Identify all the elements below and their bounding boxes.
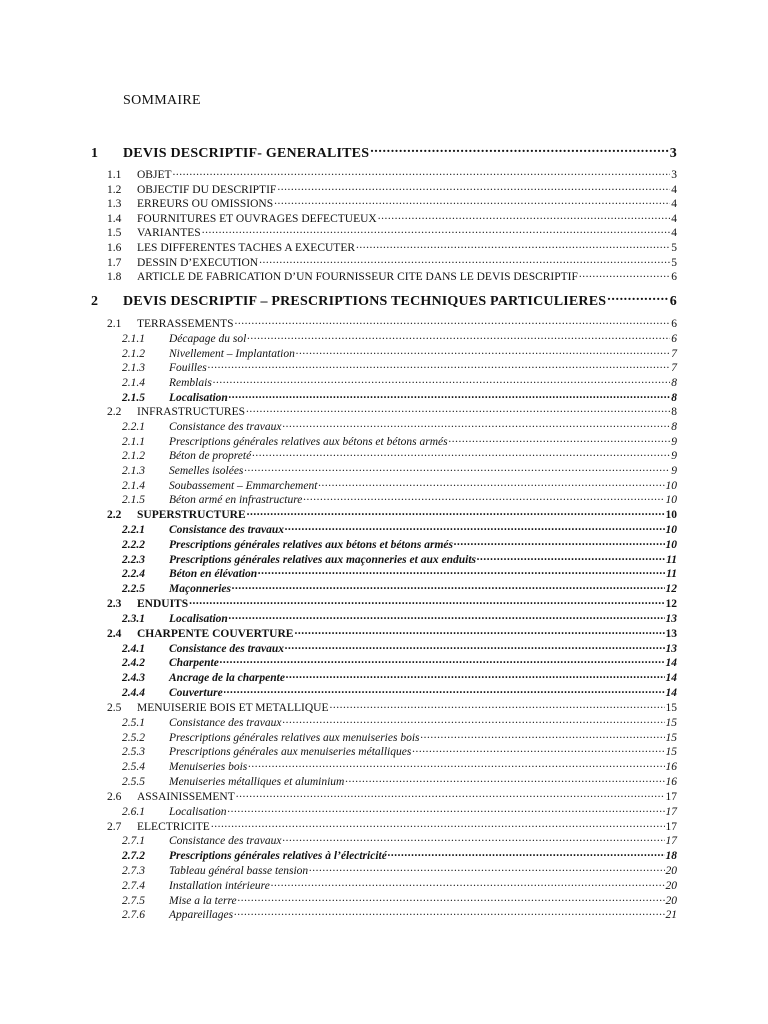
toc-entry-number: 2.5.4 xyxy=(122,760,145,773)
toc-entry[interactable] xyxy=(122,462,677,477)
toc-entry-label: Prescriptions générales aux menuiseries métalliques xyxy=(169,745,412,758)
toc-entry[interactable] xyxy=(122,684,677,699)
toc-entry[interactable] xyxy=(122,654,677,669)
toc-entry[interactable] xyxy=(122,580,677,595)
toc-entry-number: 2.1.4 xyxy=(122,376,145,389)
toc-entry-number: 2.2.3 xyxy=(122,553,145,566)
toc-entry-page: 3 xyxy=(671,168,677,181)
toc-entry-number: 2.2.4 xyxy=(122,567,145,580)
toc-entry[interactable] xyxy=(122,345,677,360)
toc-entry-page: 14 xyxy=(665,656,677,669)
toc-entry-label: Appareillages xyxy=(169,908,234,921)
toc-entry-page: 4 xyxy=(671,226,677,239)
dot-leader xyxy=(454,536,665,548)
dot-leader xyxy=(244,462,670,474)
dot-leader xyxy=(173,166,671,178)
dot-leader xyxy=(309,862,664,874)
toc-entry-label: Consistance des travaux xyxy=(169,716,282,729)
toc-entry-number: 2.4 xyxy=(107,627,122,640)
toc-entry-label: TERRASSEMENTS xyxy=(137,317,234,330)
dot-leader xyxy=(303,491,664,503)
toc-entry[interactable] xyxy=(107,166,677,181)
toc-entry-number: 2.7.4 xyxy=(122,879,145,892)
dot-leader xyxy=(202,224,671,236)
toc-entry-number: 2.6.1 xyxy=(122,805,145,818)
toc-entry-page: 5 xyxy=(671,241,677,254)
toc-entry-label: DEVIS DESCRIPTIF – PRESCRIPTIONS TECHNIQUES PARTICULIERES xyxy=(123,294,607,309)
toc-entry-number: 2.3 xyxy=(107,597,122,610)
toc-entry-number: 2.7.1 xyxy=(122,834,145,847)
dot-leader xyxy=(208,359,671,371)
toc-entry-page: 4 xyxy=(671,212,677,225)
toc-entry-number: 2.6 xyxy=(107,790,122,803)
dot-leader xyxy=(220,654,665,666)
toc-entry-page: 8 xyxy=(671,376,677,389)
toc-entry-number: 1.6 xyxy=(107,241,122,254)
toc-entry-page: 8 xyxy=(671,391,677,404)
dot-leader xyxy=(229,610,665,622)
toc-entry-label: Béton de propreté xyxy=(169,449,252,462)
toc-entry-label: ERREURS OU OMISSIONS xyxy=(137,197,274,210)
toc-entry-label: Fouilles xyxy=(169,361,207,374)
toc-entry-number: 2.4.3 xyxy=(122,671,145,684)
toc-entry-page: 14 xyxy=(665,686,677,699)
dot-leader xyxy=(296,345,670,357)
dot-leader xyxy=(258,565,665,577)
toc-entry-number: 1.1 xyxy=(107,168,122,181)
toc-entry[interactable] xyxy=(122,847,677,862)
toc-entry[interactable] xyxy=(122,729,677,744)
toc-entry-number: 2.5.1 xyxy=(122,716,145,729)
toc-entry-number: 2.7.5 xyxy=(122,894,145,907)
toc-entry-label: Béton en élévation xyxy=(169,567,258,580)
toc-entry-number: 2.5 xyxy=(107,701,122,714)
toc-entry-label: CHARPENTE COUVERTURE xyxy=(137,627,294,640)
toc-entry[interactable] xyxy=(107,224,677,239)
toc-entry-number: 2.3.1 xyxy=(122,612,145,625)
dot-leader xyxy=(329,699,664,711)
toc-entry-label: Ancrage de la charpente xyxy=(169,671,285,684)
toc-entry-label: Nivellement – Implantation xyxy=(169,347,295,360)
dot-leader xyxy=(211,818,665,830)
toc-entry-page: 15 xyxy=(665,716,677,729)
toc-entry[interactable] xyxy=(122,743,677,758)
toc-entry-label: Prescriptions générales relatives à l’électricité xyxy=(169,849,387,862)
toc-entry-number: 2.5.2 xyxy=(122,731,145,744)
toc-entry[interactable] xyxy=(107,210,677,225)
toc-entry-page: 12 xyxy=(665,597,677,610)
toc-entry[interactable] xyxy=(122,418,677,433)
toc-entry[interactable] xyxy=(122,640,677,655)
toc-entry[interactable] xyxy=(122,803,677,818)
toc-entry-page: 5 xyxy=(671,256,677,269)
toc-entry-page: 21 xyxy=(665,908,677,921)
toc-entry[interactable] xyxy=(122,359,677,374)
dot-leader xyxy=(421,729,665,741)
toc-entry-label: Maçonneries xyxy=(169,582,231,595)
toc-entry[interactable] xyxy=(122,714,677,729)
toc-entry[interactable] xyxy=(107,268,677,283)
toc-entry[interactable] xyxy=(122,389,677,404)
toc-entry-number: 1.3 xyxy=(107,197,122,210)
toc-entry-number: 2.1.3 xyxy=(122,361,145,374)
toc-entry-label: Semelles isolées xyxy=(169,464,244,477)
dot-leader xyxy=(282,714,664,726)
toc-entry-label: SUPERSTRUCTURE xyxy=(137,508,246,521)
dot-leader xyxy=(228,803,665,815)
toc-entry-number: 2.1.1 xyxy=(122,332,145,345)
toc-entry-page: 14 xyxy=(665,671,677,684)
toc-entry[interactable] xyxy=(91,143,677,162)
dot-leader xyxy=(607,291,669,305)
toc-entry-number: 2.1 xyxy=(107,317,122,330)
toc-entry-number: 1 xyxy=(91,146,99,161)
toc-entry[interactable] xyxy=(122,491,677,506)
toc-entry-number: 2.7.2 xyxy=(122,849,145,862)
toc-entry[interactable] xyxy=(107,254,677,269)
dot-leader xyxy=(247,330,670,342)
toc-entry-page: 9 xyxy=(671,449,677,462)
toc-entry-label: Mise a la terre xyxy=(169,894,237,907)
toc-entry[interactable] xyxy=(122,862,677,877)
dot-leader xyxy=(238,892,665,904)
toc-entry-label: Prescriptions générales relatives aux bétons et bétons armés xyxy=(169,435,448,448)
toc-entry-label: Tableau général basse tension xyxy=(169,864,309,877)
dot-leader xyxy=(282,418,670,430)
toc-entry-number: 2.4.4 xyxy=(122,686,145,699)
dot-leader xyxy=(285,521,664,533)
toc-entry-number: 2.7 xyxy=(107,820,122,833)
toc-entry-page: 10 xyxy=(665,479,677,492)
toc-entry[interactable] xyxy=(107,403,677,418)
dot-leader xyxy=(579,268,670,280)
toc-entry-page: 4 xyxy=(671,183,677,196)
toc-entry-page: 9 xyxy=(671,464,677,477)
toc-entry-number: 2.2 xyxy=(107,508,122,521)
toc-entry-number: 1.7 xyxy=(107,256,122,269)
toc-entry[interactable] xyxy=(122,773,677,788)
toc-entry-page: 20 xyxy=(665,864,677,877)
toc-entry-page: 18 xyxy=(665,849,677,862)
toc-entry[interactable] xyxy=(122,565,677,580)
toc-entry[interactable] xyxy=(122,906,677,921)
toc-entry[interactable] xyxy=(122,536,677,551)
toc-entry-page: 11 xyxy=(666,567,677,580)
toc-entry[interactable] xyxy=(122,477,677,492)
toc-entry-label: ELECTRICITE xyxy=(137,820,210,833)
toc-entry[interactable] xyxy=(107,506,677,521)
toc-entry-label: Remblais xyxy=(169,376,212,389)
toc-entry-label: Localisation xyxy=(169,391,228,404)
toc-entry-number: 1.2 xyxy=(107,183,122,196)
toc-entry-label: ASSAINISSEMENT xyxy=(137,790,235,803)
toc-entry[interactable] xyxy=(122,551,677,566)
toc-entry-number: 2.2 xyxy=(107,405,122,418)
dot-leader xyxy=(370,143,669,157)
toc-entry-page: 6 xyxy=(669,294,677,309)
toc-entry-page: 13 xyxy=(665,612,677,625)
toc-entry-page: 10 xyxy=(665,538,677,551)
toc-entry-number: 2.7.3 xyxy=(122,864,145,877)
toc-entry-page: 15 xyxy=(665,745,677,758)
toc-entry-number: 2.7.6 xyxy=(122,908,145,921)
toc-entry-number: 2.2.1 xyxy=(122,420,145,433)
toc-entry[interactable] xyxy=(122,374,677,389)
dot-leader xyxy=(224,684,665,696)
toc-entry-number: 2.1.1 xyxy=(122,435,145,448)
toc-entry-label: Menuiseries métalliques et aluminium xyxy=(169,775,345,788)
toc-entry-label: ARTICLE DE FABRICATION D’UN FOURNISSEUR CITE DANS LE DEVIS DESCRIPTIF xyxy=(137,270,578,283)
toc-entry-number: 2.4.1 xyxy=(122,642,145,655)
toc-entry[interactable] xyxy=(107,595,677,610)
toc-entry-label: Couverture xyxy=(169,686,223,699)
dot-leader xyxy=(248,758,664,770)
dot-leader xyxy=(277,181,670,193)
dot-leader xyxy=(412,743,664,755)
toc-entry-number: 2.4.2 xyxy=(122,656,145,669)
toc-entry-page: 10 xyxy=(665,523,677,536)
toc-entry[interactable] xyxy=(122,447,677,462)
toc-entry-label: Prescriptions générales relatives aux maçonneries et aux enduits xyxy=(169,553,476,566)
toc-entry-page: 6 xyxy=(671,270,677,283)
toc-entry-label: FOURNITURES ET OUVRAGES DEFECTUEUX xyxy=(137,212,377,225)
toc-entry[interactable] xyxy=(122,610,677,625)
dot-leader xyxy=(236,788,665,800)
toc-entry-label: Consistance des travaux xyxy=(169,834,282,847)
toc-entry-label: VARIANTES xyxy=(137,226,201,239)
toc-entry-page: 16 xyxy=(665,760,677,773)
dot-leader xyxy=(232,580,665,592)
toc-entry-label: Soubassement – Emmarchement xyxy=(169,479,318,492)
toc-entry-page: 13 xyxy=(665,642,677,655)
toc-entry-number: 2.5.3 xyxy=(122,745,145,758)
toc-entry-number: 2 xyxy=(91,294,99,309)
toc-entry-page: 20 xyxy=(665,894,677,907)
dot-leader xyxy=(388,847,665,859)
toc-entry-page: 7 xyxy=(671,361,677,374)
toc-entry-page: 6 xyxy=(671,332,677,345)
dot-leader xyxy=(235,315,671,327)
toc-entry[interactable] xyxy=(107,315,677,330)
toc-entry-page: 9 xyxy=(671,435,677,448)
toc-entry-number: 2.1.2 xyxy=(122,347,145,360)
toc-entry-label: Localisation xyxy=(169,805,227,818)
toc-entry-label: Prescriptions générales relatives aux bétons et bétons armés xyxy=(169,538,453,551)
toc-entry-label: INFRASTRUCTURES xyxy=(137,405,245,418)
toc-entry-label: Prescriptions générales relatives aux menuiseries bois xyxy=(169,731,420,744)
toc-entry-page: 17 xyxy=(665,820,677,833)
toc-entry-number: 1.8 xyxy=(107,270,122,283)
toc-entry-page: 4 xyxy=(671,197,677,210)
toc-entry-label: Charpente xyxy=(169,656,219,669)
toc-entry-number: 2.1.3 xyxy=(122,464,145,477)
toc-entry-page: 17 xyxy=(665,805,677,818)
toc-entry[interactable] xyxy=(107,818,677,833)
toc-entry-label: ENDUITS xyxy=(137,597,189,610)
toc-entry-page: 16 xyxy=(665,775,677,788)
toc-entry[interactable] xyxy=(122,892,677,907)
dot-leader xyxy=(286,669,665,681)
toc-entry-page: 11 xyxy=(666,553,677,566)
toc-entry-page: 17 xyxy=(665,790,677,803)
dot-leader xyxy=(189,595,664,607)
toc-entry-page: 8 xyxy=(671,405,677,418)
toc-entry-page: 17 xyxy=(665,834,677,847)
dot-leader xyxy=(213,374,670,386)
toc-entry[interactable] xyxy=(122,330,677,345)
toc-entry-label: DESSIN D’EXECUTION xyxy=(137,256,259,269)
toc-entry-label: Béton armé en infrastructure xyxy=(169,493,303,506)
page-title: SOMMAIRE xyxy=(123,93,201,108)
dot-leader xyxy=(246,403,670,415)
toc-entry-page: 13 xyxy=(665,627,677,640)
toc-entry[interactable] xyxy=(107,788,677,803)
dot-leader xyxy=(477,551,665,563)
toc-entry[interactable] xyxy=(122,433,677,448)
toc-entry[interactable] xyxy=(107,625,677,640)
toc-entry-label: MENUISERIE BOIS ET METALLIQUE xyxy=(137,701,329,714)
dot-leader xyxy=(356,239,670,251)
toc-entry-label: Installation intérieure xyxy=(169,879,270,892)
toc-entry-number: 2.1.2 xyxy=(122,449,145,462)
toc-entry-page: 20 xyxy=(665,879,677,892)
toc-entry-label: OBJET xyxy=(137,168,172,181)
toc-entry-page: 10 xyxy=(665,508,677,521)
toc-entry-page: 8 xyxy=(671,420,677,433)
toc-entry[interactable] xyxy=(122,832,677,847)
dot-leader xyxy=(285,640,664,652)
toc-entry-label: OBJECTIF DU DESCRIPTIF xyxy=(137,183,277,196)
toc-entry-number: 2.1.5 xyxy=(122,493,145,506)
toc-entry-label: Décapage du sol xyxy=(169,332,247,345)
toc-entry[interactable] xyxy=(91,291,677,310)
dot-leader xyxy=(318,477,664,489)
toc-entry[interactable] xyxy=(107,239,677,254)
toc-entry-page: 15 xyxy=(665,701,677,714)
toc-entry[interactable] xyxy=(122,877,677,892)
toc-entry-number: 2.2.2 xyxy=(122,538,145,551)
dot-leader xyxy=(378,210,671,222)
toc-entry-page: 15 xyxy=(665,731,677,744)
toc-entry-label: Consistance des travaux xyxy=(169,523,285,536)
toc-entry-label: DEVIS DESCRIPTIF- GENERALITES xyxy=(123,146,370,161)
dot-leader xyxy=(274,195,670,207)
toc-entry-number: 2.2.5 xyxy=(122,582,145,595)
toc-entry-page: 10 xyxy=(665,493,677,506)
toc-entry-number: 2.1.4 xyxy=(122,479,145,492)
toc-entry-number: 2.5.5 xyxy=(122,775,145,788)
toc-entry[interactable] xyxy=(122,521,677,536)
dot-leader xyxy=(247,506,665,518)
toc-entry[interactable] xyxy=(107,181,677,196)
toc-entry-number: 1.4 xyxy=(107,212,122,225)
dot-leader xyxy=(259,254,670,266)
toc-entry-label: Localisation xyxy=(169,612,228,625)
dot-leader xyxy=(271,877,665,889)
dot-leader xyxy=(345,773,664,785)
toc-entry[interactable] xyxy=(122,758,677,773)
toc-entry-label: Consistance des travaux xyxy=(169,642,285,655)
toc-entry-number: 2.1.5 xyxy=(122,391,145,404)
toc-entry-page: 6 xyxy=(671,317,677,330)
toc-entry-number: 2.2.1 xyxy=(122,523,145,536)
toc-entry[interactable] xyxy=(122,669,677,684)
dot-leader xyxy=(282,832,664,844)
dot-leader xyxy=(252,447,670,459)
dot-leader xyxy=(449,433,671,445)
toc-entry-label: Consistance des travaux xyxy=(169,420,282,433)
dot-leader xyxy=(234,906,664,918)
toc-entry-page: 7 xyxy=(671,347,677,360)
dot-leader xyxy=(229,389,670,401)
toc-entry-label: LES DIFFERENTES TACHES A EXECUTER xyxy=(137,241,356,254)
toc-entry-page: 3 xyxy=(669,146,677,161)
toc-entry-number: 1.5 xyxy=(107,226,122,239)
toc-entry-page: 12 xyxy=(665,582,677,595)
toc-entry[interactable] xyxy=(107,195,677,210)
toc-entry-label: Menuiseries bois xyxy=(169,760,248,773)
dot-leader xyxy=(294,625,664,637)
toc-entry[interactable] xyxy=(107,699,677,714)
